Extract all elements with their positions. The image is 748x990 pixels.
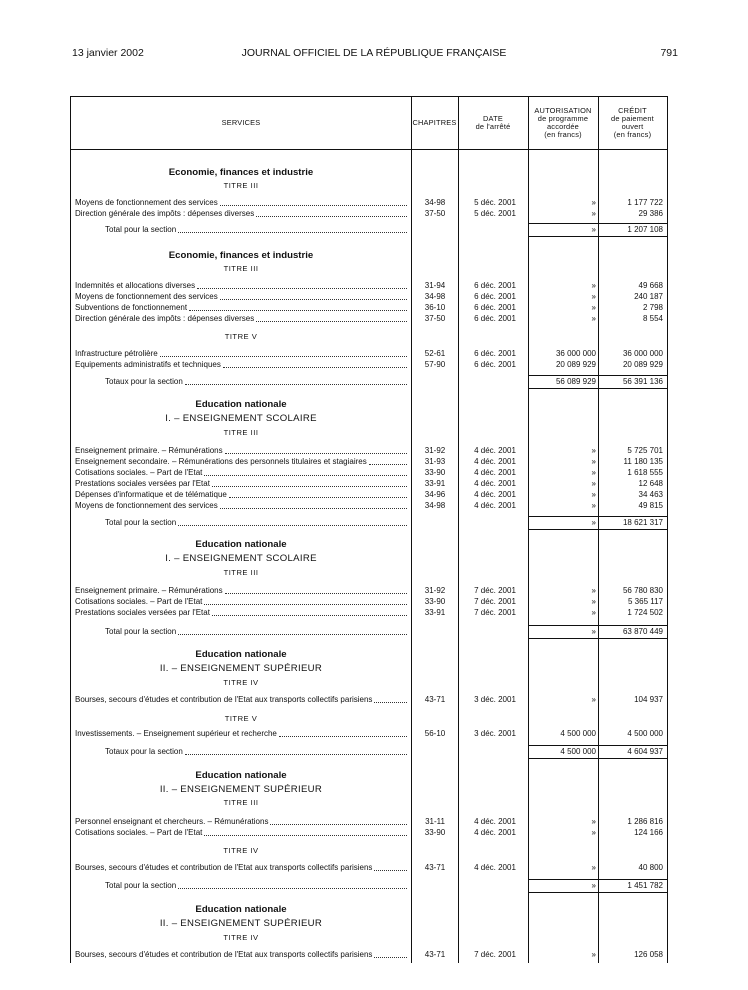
credit-cell: 8 554	[642, 314, 663, 323]
service-label: Cotisations sociales. – Part de l'Etat	[75, 828, 203, 837]
titre-heading: TITRE V	[224, 332, 258, 341]
titre-heading: TITRE V	[224, 714, 258, 723]
credit-cell: 34 463	[638, 490, 663, 499]
service-label: Indemnités et allocations diverses	[75, 281, 196, 290]
service-label: Investissements. – Enseignement supérieur et recherche	[75, 729, 277, 738]
section-subtitle: II. – ENSEIGNEMENT SUPÉRIEUR	[159, 918, 323, 929]
dot-leader	[197, 281, 407, 289]
dot-leader	[256, 314, 407, 322]
service-cell	[75, 209, 409, 219]
chapitre-cell: 37-50	[424, 314, 446, 323]
titre-heading: TITRE III	[223, 428, 259, 437]
dot-leader	[229, 490, 407, 498]
autorisation-cell: »	[591, 281, 596, 290]
autorisation-cell: »	[591, 457, 596, 466]
date-cell: 4 déc. 2001	[474, 457, 516, 466]
credit-cell: 49 668	[638, 281, 663, 290]
dot-leader	[220, 198, 407, 206]
autorisation-cell: »	[591, 863, 596, 872]
autorisation-cell: »	[591, 479, 596, 488]
total-rule	[528, 388, 667, 389]
section-subtitle: II. – ENSEIGNEMENT SUPÉRIEUR	[159, 663, 323, 674]
credit-cell: 240 187	[634, 292, 663, 301]
service-label: Direction générale des impôts : dépenses diverses	[75, 314, 255, 323]
service-label: Enseignement primaire. – Rémunérations	[75, 446, 223, 455]
autorisation-cell: »	[591, 881, 596, 890]
service-cell	[75, 198, 409, 208]
service-label: Cotisations sociales. – Part de l'Etat	[75, 468, 203, 477]
dot-leader	[204, 468, 407, 476]
chapitre-cell: 36-10	[424, 303, 446, 312]
section-title: Economie, finances et industrie	[168, 250, 314, 261]
date-cell: 4 déc. 2001	[474, 863, 516, 872]
service-cell	[75, 468, 409, 478]
section-title: Education nationale	[195, 539, 287, 550]
service-cell	[105, 627, 409, 637]
service-cell	[75, 292, 409, 302]
credit-cell: 124 166	[634, 828, 663, 837]
service-label: Enseignement secondaire. – Rémunérations des personnels titulaires et stagiaires	[75, 457, 367, 466]
chapitre-cell: 56-10	[424, 729, 446, 738]
credit-cell: 56 780 830	[622, 586, 663, 595]
dot-leader	[160, 349, 407, 357]
service-label: Moyens de fonctionnement des services	[75, 198, 218, 207]
autorisation-cell: 56 089 929	[555, 377, 596, 386]
autorisation-cell: »	[591, 468, 596, 477]
col-header-date: DATE de l'arrêté	[475, 113, 511, 131]
credit-cell: 40 800	[638, 863, 663, 872]
col-header-credit: CRÉDIT de paiement ouvert (en francs)	[611, 105, 654, 140]
col-header-autorisation: AUTORISATION de programme accordée (en francs)	[534, 105, 592, 140]
titre-heading: TITRE IV	[223, 678, 259, 687]
date-cell: 7 déc. 2001	[474, 608, 516, 617]
total-rule	[528, 529, 667, 530]
service-cell	[105, 377, 409, 387]
total-rule	[528, 625, 667, 626]
titre-heading: TITRE III	[223, 264, 259, 273]
total-rule	[528, 892, 667, 893]
service-label: Infrastructure pétrolière	[75, 349, 158, 358]
chapitre-cell: 31-93	[424, 457, 446, 466]
section-title: Education nationale	[195, 399, 287, 410]
dot-leader	[374, 695, 407, 703]
service-cell	[75, 828, 409, 838]
service-cell	[75, 490, 409, 500]
credit-cell: 4 604 937	[627, 747, 663, 756]
service-cell	[75, 586, 409, 596]
dot-leader	[256, 209, 407, 217]
page-number: 791	[660, 47, 678, 59]
date-cell: 6 déc. 2001	[474, 303, 516, 312]
dot-leader	[225, 446, 407, 454]
credit-cell: 1 207 108	[627, 225, 663, 234]
autorisation-cell: 4 500 000	[560, 747, 596, 756]
service-cell	[75, 729, 409, 739]
dot-leader	[369, 457, 407, 465]
autorisation-cell: »	[591, 627, 596, 636]
chapitre-cell: 33-91	[424, 479, 446, 488]
dot-leader	[204, 828, 407, 836]
autorisation-cell: »	[591, 490, 596, 499]
service-label: Enseignement primaire. – Rémunérations	[75, 586, 223, 595]
chapitre-cell: 33-90	[424, 468, 446, 477]
section-title: Education nationale	[195, 649, 287, 660]
service-cell	[75, 303, 409, 313]
service-label: Bourses, secours d'études et contribution de l'Etat aux transports collectifs parisiens	[75, 950, 373, 959]
service-label: Bourses, secours d'études et contribution de l'Etat aux transports collectifs parisiens	[75, 863, 373, 872]
service-label: Moyens de fonctionnement des services	[75, 501, 218, 510]
service-cell	[75, 950, 409, 960]
autorisation-cell: »	[591, 586, 596, 595]
chapitre-cell: 34-98	[424, 501, 446, 510]
autorisation-cell: »	[591, 828, 596, 837]
autorisation-cell: »	[591, 950, 596, 959]
credit-cell: 63 870 449	[622, 627, 663, 636]
titre-heading: TITRE III	[223, 568, 259, 577]
date-cell: 5 déc. 2001	[474, 198, 516, 207]
chapitre-cell: 43-71	[424, 863, 446, 872]
service-label: Prestations sociales versées par l'Etat	[75, 479, 210, 488]
date-cell: 7 déc. 2001	[474, 950, 516, 959]
autorisation-cell: »	[591, 695, 596, 704]
autorisation-cell: »	[591, 518, 596, 527]
autorisation-cell: »	[591, 209, 596, 218]
chapitre-cell: 34-98	[424, 292, 446, 301]
service-label: Total pour la section	[105, 225, 177, 234]
autorisation-cell: »	[591, 608, 596, 617]
service-label: Moyens de fonctionnement des services	[75, 292, 218, 301]
date-cell: 4 déc. 2001	[474, 490, 516, 499]
credit-cell: 1 177 722	[627, 198, 663, 207]
credit-cell: 1 618 555	[627, 468, 663, 477]
service-label: Personnel enseignant et chercheurs. – Rémunérations	[75, 817, 269, 826]
service-cell	[75, 597, 409, 607]
credit-cell: 1 724 502	[627, 608, 663, 617]
date-cell: 4 déc. 2001	[474, 817, 516, 826]
service-cell	[75, 695, 409, 705]
dot-leader	[185, 377, 407, 385]
dot-leader	[374, 950, 407, 958]
service-cell	[75, 281, 409, 291]
service-label: Prestations sociales versées par l'Etat	[75, 608, 210, 617]
total-rule	[528, 879, 667, 880]
date-cell: 6 déc. 2001	[474, 349, 516, 358]
autorisation-cell: »	[591, 198, 596, 207]
date-cell: 6 déc. 2001	[474, 292, 516, 301]
col-header-services: SERVICES	[221, 117, 261, 127]
service-cell	[75, 360, 409, 370]
chapitre-cell: 52-61	[424, 349, 446, 358]
service-label: Dépenses d'informatique et de télématique	[75, 490, 227, 499]
autorisation-cell: »	[591, 597, 596, 606]
date-cell: 4 déc. 2001	[474, 828, 516, 837]
service-cell	[105, 518, 409, 528]
dot-leader	[178, 881, 407, 889]
credit-cell: 104 937	[634, 695, 663, 704]
credits-table	[70, 96, 668, 963]
credit-cell: 56 391 136	[622, 377, 663, 386]
autorisation-cell: »	[591, 446, 596, 455]
titre-heading: TITRE IV	[223, 933, 259, 942]
service-cell	[105, 747, 409, 757]
service-label: Bourses, secours d'études et contribution de l'Etat aux transports collectifs parisiens	[75, 695, 373, 704]
credit-cell: 126 058	[634, 950, 663, 959]
service-cell	[75, 863, 409, 873]
autorisation-cell: 36 000 000	[555, 349, 596, 358]
service-label: Total pour la section	[105, 518, 177, 527]
dot-leader	[220, 292, 407, 300]
titre-heading: TITRE III	[223, 798, 259, 807]
header-date: 13 janvier 2002	[72, 47, 144, 59]
service-label: Direction générale des impôts : dépenses diverses	[75, 209, 255, 218]
dot-leader	[178, 518, 407, 526]
service-label: Totaux pour la section	[105, 377, 183, 386]
chapitre-cell: 33-90	[424, 828, 446, 837]
section-subtitle: I. – ENSEIGNEMENT SCOLAIRE	[165, 413, 317, 424]
service-label: Subventions de fonctionnement	[75, 303, 188, 312]
credit-cell: 4 500 000	[627, 729, 663, 738]
chapitre-cell: 31-11	[425, 817, 445, 826]
date-cell: 7 déc. 2001	[474, 597, 516, 606]
dot-leader	[225, 586, 407, 594]
service-cell	[105, 881, 409, 891]
section-title: Education nationale	[195, 904, 287, 915]
credit-cell: 11 180 135	[623, 457, 663, 466]
chapitre-cell: 34-96	[424, 490, 446, 499]
total-rule	[528, 638, 667, 639]
autorisation-cell: »	[591, 303, 596, 312]
service-cell	[75, 817, 409, 827]
chapitre-cell: 33-91	[424, 608, 446, 617]
autorisation-cell: »	[591, 817, 596, 826]
table-body	[71, 97, 667, 963]
dot-leader	[178, 627, 407, 635]
date-cell: 5 déc. 2001	[474, 209, 516, 218]
service-cell	[75, 479, 409, 489]
total-rule	[528, 375, 667, 376]
chapitre-cell: 31-94	[424, 281, 446, 290]
autorisation-cell: »	[591, 314, 596, 323]
titre-heading: TITRE III	[223, 181, 259, 190]
autorisation-cell: 20 089 929	[555, 360, 596, 369]
section-title: Education nationale	[195, 770, 287, 781]
journal-title: JOURNAL OFFICIEL DE LA RÉPUBLIQUE FRANÇAISE	[241, 47, 507, 59]
chapitre-cell: 34-98	[424, 198, 446, 207]
credit-cell: 1 286 816	[627, 817, 663, 826]
date-cell: 4 déc. 2001	[474, 468, 516, 477]
dot-leader	[220, 501, 407, 509]
dot-leader	[189, 303, 407, 311]
date-cell: 3 déc. 2001	[474, 695, 516, 704]
total-rule	[528, 236, 667, 237]
section-title: Economie, finances et industrie	[168, 167, 314, 178]
total-rule	[528, 758, 667, 759]
total-rule	[528, 223, 667, 224]
credit-cell: 29 386	[638, 209, 663, 218]
chapitre-cell: 31-92	[424, 446, 446, 455]
dot-leader	[279, 729, 407, 737]
autorisation-cell: »	[591, 225, 596, 234]
autorisation-cell: »	[591, 501, 596, 510]
dot-leader	[374, 863, 407, 871]
autorisation-cell: 4 500 000	[560, 729, 596, 738]
chapitre-cell: 57-90	[424, 360, 446, 369]
service-cell	[75, 457, 409, 467]
date-cell: 4 déc. 2001	[474, 446, 516, 455]
chapitre-cell: 33-90	[424, 597, 446, 606]
date-cell: 7 déc. 2001	[474, 586, 516, 595]
credit-cell: 5 365 117	[628, 597, 663, 606]
chapitre-cell: 37-50	[424, 209, 446, 218]
service-cell	[105, 225, 409, 235]
service-cell	[75, 314, 409, 324]
dot-leader	[212, 608, 407, 616]
credit-cell: 18 621 317	[622, 518, 663, 527]
credit-cell: 36 000 000	[622, 349, 663, 358]
service-label: Totaux pour la section	[105, 747, 183, 756]
date-cell: 4 déc. 2001	[474, 501, 516, 510]
chapitre-cell: 43-71	[424, 950, 446, 959]
service-label: Cotisations sociales. – Part de l'Etat	[75, 597, 203, 606]
date-cell: 6 déc. 2001	[474, 314, 516, 323]
credit-cell: 20 089 929	[622, 360, 663, 369]
total-rule	[528, 745, 667, 746]
service-cell	[75, 446, 409, 456]
chapitre-cell: 31-92	[424, 586, 446, 595]
total-rule	[528, 516, 667, 517]
date-cell: 6 déc. 2001	[474, 360, 516, 369]
service-cell	[75, 608, 409, 618]
credit-cell: 12 648	[638, 479, 663, 488]
credit-cell: 49 815	[638, 501, 663, 510]
dot-leader	[270, 817, 407, 825]
section-subtitle: I. – ENSEIGNEMENT SCOLAIRE	[165, 553, 317, 564]
dot-leader	[178, 225, 407, 233]
dot-leader	[204, 597, 407, 605]
credit-cell: 1 451 782	[627, 881, 663, 890]
chapitre-cell: 43-71	[424, 695, 446, 704]
service-label: Total pour la section	[105, 881, 177, 890]
service-label: Equipements administratifs et techniques	[75, 360, 221, 369]
col-header-chapitres: CHAPITRES	[412, 117, 457, 127]
dot-leader	[185, 747, 407, 755]
service-label: Total pour la section	[105, 627, 177, 636]
titre-heading: TITRE IV	[223, 846, 259, 855]
dot-leader	[212, 479, 407, 487]
credit-cell: 2 798	[642, 303, 663, 312]
service-cell	[75, 349, 409, 359]
date-cell: 6 déc. 2001	[474, 281, 516, 290]
section-subtitle: II. – ENSEIGNEMENT SUPÉRIEUR	[159, 784, 323, 795]
autorisation-cell: »	[591, 292, 596, 301]
date-cell: 4 déc. 2001	[474, 479, 516, 488]
dot-leader	[223, 360, 407, 368]
credit-cell: 5 725 701	[627, 446, 663, 455]
date-cell: 3 déc. 2001	[474, 729, 516, 738]
service-cell	[75, 501, 409, 511]
